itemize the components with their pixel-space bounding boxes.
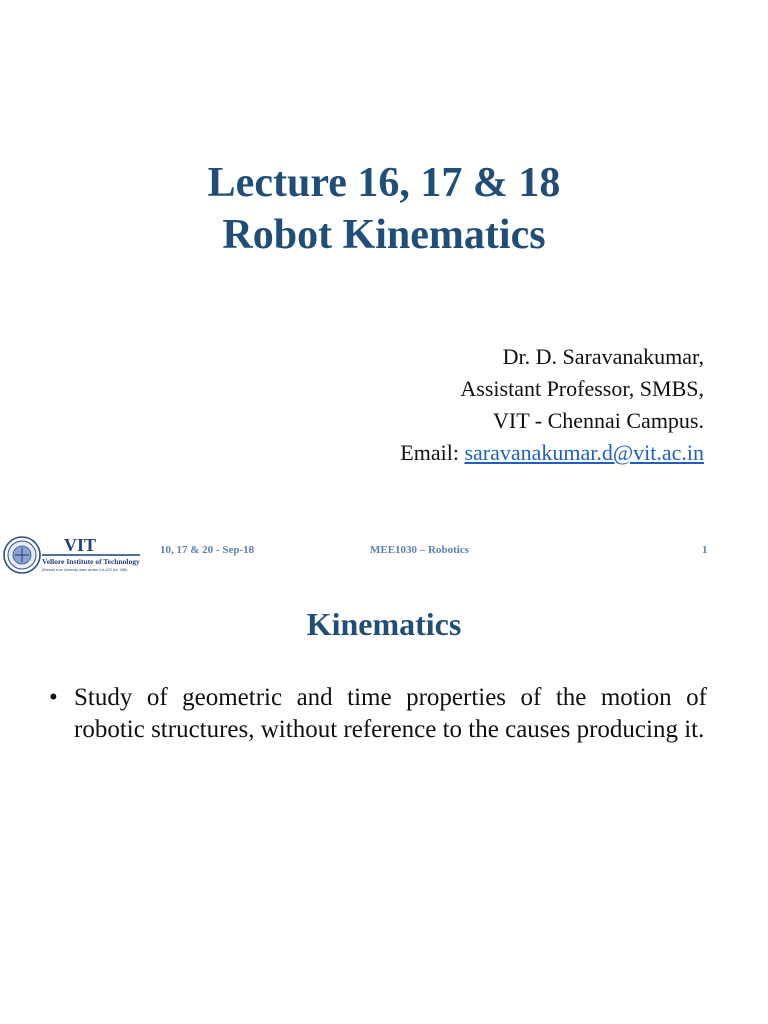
author-position: Assistant Professor, SMBS,	[460, 376, 704, 401]
footer-page-number: 1	[702, 544, 708, 556]
author-email-line	[400, 437, 704, 469]
slide-footer	[0, 520, 768, 580]
logo-text: VIT	[64, 535, 97, 555]
logo-subtitle: Vellore Institute of Technology	[42, 557, 140, 566]
lecture-title: Lecture 16, 17 & 18	[207, 160, 561, 206]
lecture-subtitle: Robot Kinematics	[222, 212, 546, 258]
logo-tagline: (Deemed to be University under section 3 of UGC Act, 1956)	[42, 568, 128, 572]
vit-seal-icon	[4, 537, 40, 573]
author-campus: VIT - Chennai Campus.	[492, 408, 704, 433]
email-label: Email:	[400, 440, 465, 465]
bullet-item	[49, 682, 707, 746]
slide-title: Kinematics	[306, 606, 462, 642]
bullet-icon: •	[49, 684, 58, 711]
author-name: Dr. D. Saravanakumar,	[502, 344, 704, 369]
slide-2	[0, 580, 768, 1024]
vit-logo	[2, 532, 142, 580]
footer-date: 10, 17 & 20 - Sep-18	[160, 544, 255, 556]
author-block	[400, 341, 704, 469]
email-link[interactable]: saravanakumar.d@vit.ac.in	[464, 440, 704, 465]
footer-course: MEE1030 – Robotics	[370, 544, 469, 556]
bullet-text: Study of geometric and time properties of the motion of robotic structures, without reference to the causes producing it.	[74, 684, 707, 743]
